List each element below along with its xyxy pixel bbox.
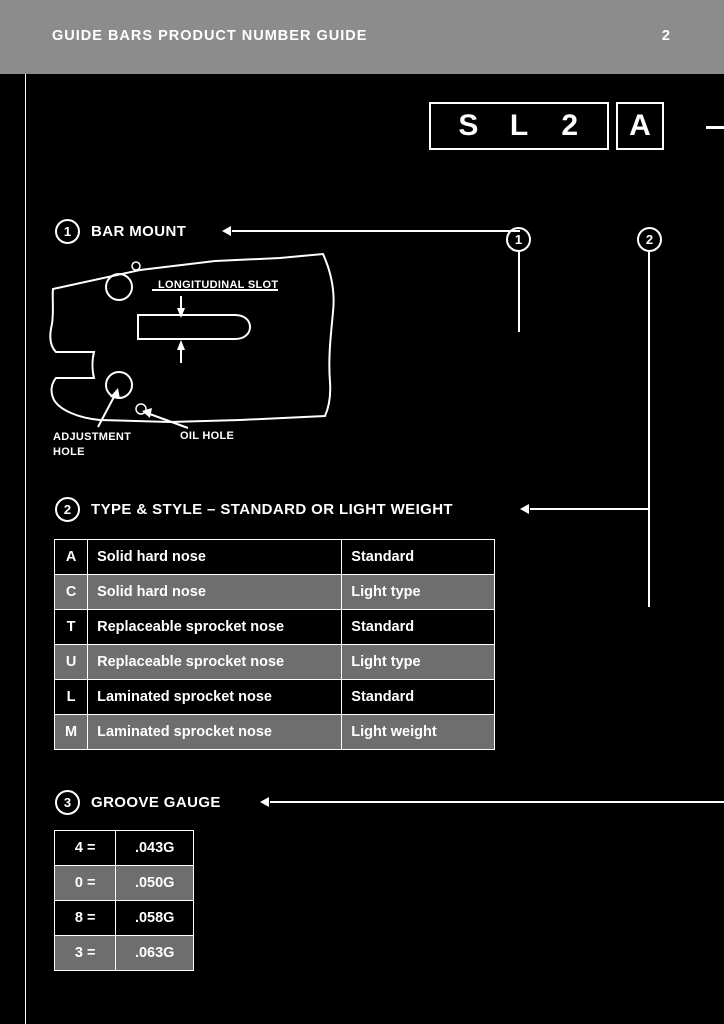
type-code: T: [55, 610, 88, 645]
page-title: GUIDE BARS PRODUCT NUMBER GUIDE: [52, 28, 368, 44]
type-kind: Standard: [342, 540, 495, 575]
leader-line-1-horizontal: [232, 230, 520, 232]
product-code-box-group: [429, 102, 609, 150]
type-description: Laminated sprocket nose: [88, 680, 342, 715]
section-number-3: 3: [55, 790, 80, 815]
code-char-2: L: [509, 109, 529, 142]
table-row: [55, 936, 194, 971]
gauge-value: .058G: [116, 901, 194, 936]
product-code-box-type-style: A: [616, 102, 664, 150]
section-heading-type-style: [55, 497, 453, 522]
table-row: [55, 831, 194, 866]
table-row: [55, 715, 495, 750]
section-heading-bar-mount: [55, 219, 186, 244]
type-description: Solid hard nose: [88, 575, 342, 610]
gauge-code: 3 =: [55, 936, 116, 971]
type-code: C: [55, 575, 88, 610]
type-kind: Standard: [342, 680, 495, 715]
gauge-value: .063G: [116, 936, 194, 971]
gauge-value: .043G: [116, 831, 194, 866]
type-code: L: [55, 680, 88, 715]
page-number: 2: [661, 28, 670, 44]
groove-gauge-table: [54, 830, 194, 971]
type-kind: Standard: [342, 610, 495, 645]
section-label-3: GROOVE GAUGE: [91, 794, 221, 811]
leader-line-3-horizontal: [270, 801, 724, 803]
gauge-code: 8 =: [55, 901, 116, 936]
type-description: Laminated sprocket nose: [88, 715, 342, 750]
gauge-value: .050G: [116, 866, 194, 901]
section-label-2: TYPE & STYLE – STANDARD OR LIGHT WEIGHT: [91, 501, 453, 518]
type-kind: Light type: [342, 575, 495, 610]
callout-circle-2-top: 2: [637, 227, 662, 252]
leader-arrow-1: [222, 226, 231, 236]
table-row: [55, 540, 495, 575]
gauge-code: 4 =: [55, 831, 116, 866]
table-row: [55, 575, 495, 610]
section-number-2: 2: [55, 497, 80, 522]
type-description: Solid hard nose: [88, 540, 342, 575]
type-kind: Light type: [342, 645, 495, 680]
type-kind: Light weight: [342, 715, 495, 750]
table-row: [55, 645, 495, 680]
section-heading-groove-gauge: [55, 790, 221, 815]
type-code: A: [55, 540, 88, 575]
type-code: M: [55, 715, 88, 750]
code-trailing-dash: [706, 126, 724, 129]
product-code-group: [429, 102, 664, 150]
type-code: U: [55, 645, 88, 680]
table-row: [55, 901, 194, 936]
type-description: Replaceable sprocket nose: [88, 645, 342, 680]
table-row: [55, 680, 495, 715]
bar-mount-drawing: [40, 252, 350, 458]
section-label-1: BAR MOUNT: [91, 223, 187, 240]
leader-line-2-horizontal: [530, 508, 650, 510]
leader-arrow-2: [520, 504, 529, 514]
page-header: [0, 0, 724, 74]
code-char-3: 2: [561, 109, 579, 142]
type-description: Replaceable sprocket nose: [88, 610, 342, 645]
page-body: [0, 74, 724, 1024]
label-longitudinal-slot: LONGITUDINAL SLOT: [158, 279, 279, 291]
label-adjustment-hole: [53, 430, 131, 460]
callout-circle-1-top: 1: [506, 227, 531, 252]
type-style-table: [54, 539, 495, 750]
table-row: [55, 610, 495, 645]
table-row: [55, 866, 194, 901]
label-adjustment-hole-line1: ADJUSTMENT: [53, 431, 132, 443]
code-char-1: S: [458, 109, 479, 142]
leader-line-1-vertical: [518, 252, 520, 332]
left-margin-rule: [25, 74, 26, 1024]
gauge-code: 0 =: [55, 866, 116, 901]
leader-line-2-vertical: [648, 252, 650, 607]
section-number-1: 1: [55, 219, 80, 244]
leader-arrow-3: [260, 797, 269, 807]
label-adjustment-hole-line2: HOLE: [53, 445, 85, 458]
label-oil-hole: OIL HOLE: [180, 430, 235, 442]
